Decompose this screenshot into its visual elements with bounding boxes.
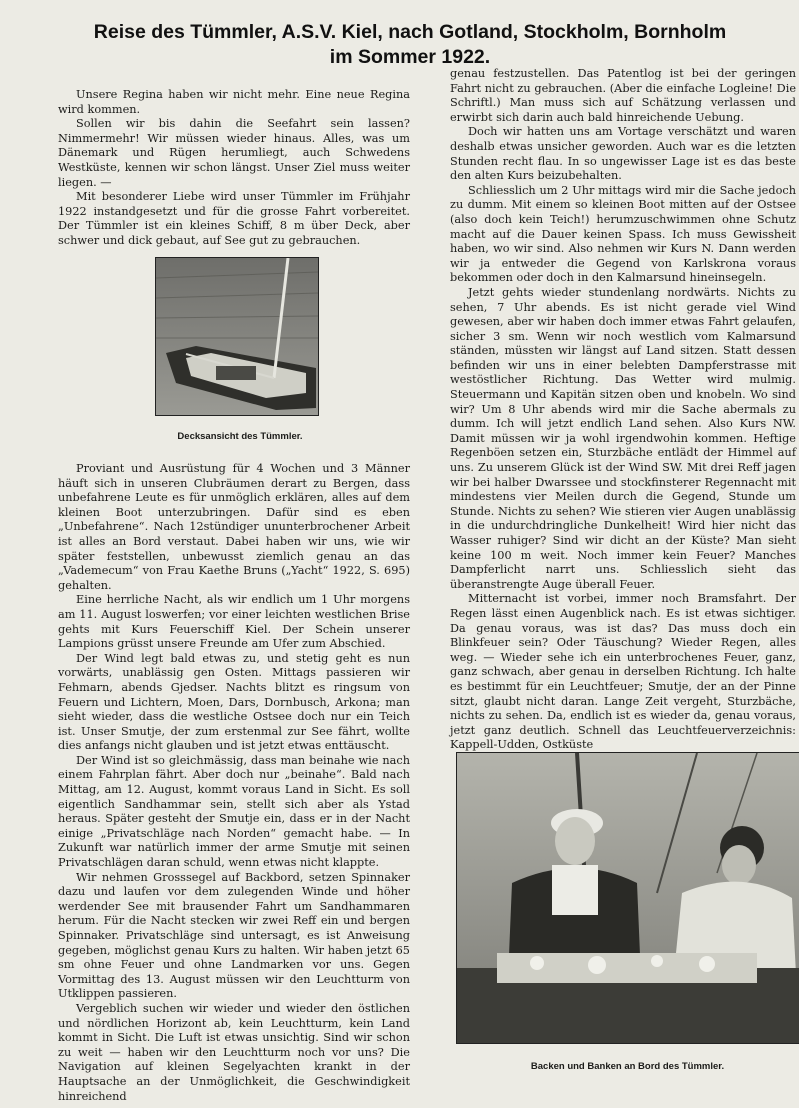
paragraph: Sollen wir bis dahin die Seefahrt sein lassen? Nimmermehr! Wir müssen wieder hinaus. Alles, was um Dänemark und Rügen herumliegt, auch Schwedens Westküste, kennen wir schon längst. Unser Ziel muss weiter liegen. — bbox=[58, 117, 410, 189]
paragraph: Mit besonderer Liebe wird unser Tümmler im Frühjahr 1922 instandgesetzt und für die grosse Fahrt vorbereitet. Der Tümmler ist ein kleines Schiff, 8 m über Deck, aber schwer und dick gebaut, auf See gut zu gebrauchen. bbox=[58, 190, 410, 247]
title-line-1: Reise des Tümmler, A.S.V. Kiel, nach Gotland, Stockholm, Bornholm bbox=[93, 21, 727, 43]
paragraph: Wir nehmen Grosssegel auf Backbord, setzen Spinnaker dazu und laufen vor dem zulegenden Winde und höher werdender See mit brausender Fahrt um Sandhammaren herum. Für die Nacht stecken wir zwei Reff ein und bergen Spinnaker. Privatschläge sind untersagt, es ist Anweisung gegeben, möglichst genau Kurs zu halten. Wir haben jetzt 65 sm ohne Feuer und ohne Landmarken vor uns. Gegen Vormittag des 13. August müssen wir den Leuchtturm von Utklippen passieren. bbox=[58, 870, 410, 1001]
title-line-2: im Sommer 1922. bbox=[329, 46, 491, 68]
right-column bbox=[450, 67, 796, 753]
figure1-caption: Decksansicht des Tümmler. bbox=[177, 431, 303, 442]
paragraph: genau festzustellen. Das Patentlog ist bei der geringen Fahrt nicht zu gebrauchen. (Aber die einfache Logleine! Die Schriftl.) Man muss sich auf Schätzung verlassen und erwirbt sich darin auch bald hinreichende Uebung. bbox=[450, 67, 796, 124]
paragraph: Eine herrliche Nacht, als wir endlich um 1 Uhr morgens am 11. August loswerfen; vor einer leichten westlichen Brise gehts mit Kurs Feuerschiff Kiel. Der Schein unserer Lampions grüsst unsere Freunde am Ufer zum Abschied. bbox=[58, 593, 410, 651]
article-title bbox=[60, 20, 760, 70]
figure2-caption: Backen und Banken an Bord des Tümmler. bbox=[530, 1061, 725, 1072]
paragraph: Doch wir hatten uns am Vortage verschätzt und waren deshalb etwas unsicher geworden. Auch war es die letzten Stunden recht flau. In so ungewisser Lage ist es das beste den alten Kurs beizubehalten. bbox=[450, 125, 796, 183]
paragraph: Der Wind legt bald etwas zu, und stetig geht es nun vorwärts, unablässig gen Osten. Mittags passieren wir Fehmarn, abends Gjedser. Nachts blitzt es ringsum von Feuern und Lichtern, Moen, Dars, Dornbusch, Arkona; man sieht wieder, dass die westliche Ostsee doch nur ein Teich ist. Unser Smutje, der zum erstenmal zur See fährt, wollte dies anfangs nicht glauben und ist jetzt etwas enttäuscht. bbox=[58, 651, 410, 753]
deck-view-photo bbox=[155, 257, 319, 416]
paragraph: Schliesslich um 2 Uhr mittags wird mir die Sache jedoch zu dumm. Mit einem so kleinen Boot mitten auf der Ostsee (also doch kein Teich!) herumzuschwimmen ohne Schutz macht auf die Dauer keinen Spass. Ich muss Gewissheit haben, wo wir sind. Also nehmen wir Kurs N. Dann werden wir ja entweder die Gegend von Karlskrona voraus bekommen oder doch in den Kalmarsund hineinsegeln. bbox=[450, 183, 796, 285]
left-column-top bbox=[58, 88, 410, 249]
paragraph: Proviant und Ausrüstung für 4 Wochen und 3 Männer häuft sich in unseren Clubräumen derart zu Bergen, dass unbefahrene Leute es für unmöglich erklären, alles auf dem kleinen Boot unterzubringen. Dafür sind es eben „Unbefahrene“. Nach 12stündiger ununterbrochener Arbeit ist alles an Bord verstaut. Dabei haben wir uns, wie wir später feststellen, unbewusst ziemlich genau an das „Vademecum“ von Frau Kaethe Bruns („Yacht“ 1922, S. 695) gehalten. bbox=[58, 462, 410, 592]
paragraph: Mitternacht ist vorbei, immer noch Bramsfahrt. Der Regen lässt einen Augenblick nach. Es ist etwas sichtiger. Da genau voraus, was ist das? Das muss doch ein Blinkfeuer sein? Oder Täuschung? Wieder Regen, alles weg. — Wieder sehe ich ein unterbrochenes Feuer, ganz, ganz schwach, aber genau in derselben Richtung. Ich halte es bestimmt für ein Leuchtfeuer; Smutje, der an der Pinne sitzt, glaubt nicht daran. Lange Zeit vergeht, Sturzbäche, nichts zu sehen. Da, endlich ist es wieder da, genau voraus, jetzt ganz deutlich. Schnell das Leuchtfeuerverzeichnis: Kappell-Udden, Ostküste bbox=[450, 592, 796, 752]
paragraph: Unsere Regina haben wir nicht mehr. Eine neue Regina wird kommen. bbox=[58, 88, 410, 116]
left-column-bottom bbox=[58, 462, 410, 1104]
paragraph: Der Wind ist so gleichmässig, dass man beinahe wie nach einem Fahrplan fährt. Aber doch nur „beinahe“. Bald nach Mittag, am 12. August, kommt voraus Land in Sicht. Es soll eigentlich Sandhammar sein, stellt sich aber als Ystad heraus. Später gesteht der Smutje ein, dass er in der Nacht einige „Privatschläge nach Norden“ gemacht habe. — In Zukunft war natürlich immer der arme Smutje mit seinen Privatschlägen daran schuld, wenn etwas nicht klappte. bbox=[58, 753, 410, 870]
paragraph: Vergeblich suchen wir wieder und wieder den östlichen und nördlichen Horizont ab, kein Leuchtturm, kein Land kommt in Sicht. Die Luft ist etwas unsichtig. Sind wir schon zu weit — haben wir den Leuchtturm noch vor uns? Die Navigation auf kleinen Segelyachten krankt in der Hauptsache an der Unmöglichkeit, die Geschwindigkeit hinreichend bbox=[58, 1001, 410, 1103]
galley-crew-photo bbox=[456, 752, 799, 1044]
paragraph: Jetzt gehts wieder stundenlang nordwärts. Nichts zu sehen, 7 Uhr abends. Es ist nicht gerade viel Wind gewesen, aber wir haben doch immer etwas Fahrt gelaufen, sicher 3 sm. Wenn wir noch westlich vom Kalmarsund ständen, müssten wir längst auf Land sitzen. Statt dessen befinden wir uns in einer belebten Dampferstrasse mit westöstlicher Richtung. Das Wetter wird mulmig. Steuermann und Kapitän sitzen oben und knobeln. Wo sind wir? Um 8 Uhr abends wird mir die Sache abermals zu dumm. Ich will jetzt endlich Land sehen. Also Kurs NW. Damit müssen wir ja wohl irgendwohin kommen. Heftige Regenböen setzen ein, Sturzbäche entlädt der Himmel auf uns. Zu unserem Glück ist der Wind SW. Mit drei Reff jagen wir bei halber Dwarssee und stockfinsterer Regennacht mit mindestens vier Meilen durch die Gegend, Stunde um Stunde. Nichts zu sehen? Wie stieren vier Augen unablässig in die undurchdringliche Dunkelheit! Wird hier nicht das Wasser ruhiger? Sind wir dicht an der Küste? Man sieht keine 100 m weit. Noch immer kein Feuer? Manches Dampferlicht narrt uns. Schliesslich sieht das überanstrengte Auge überall Feuer. bbox=[450, 285, 796, 591]
